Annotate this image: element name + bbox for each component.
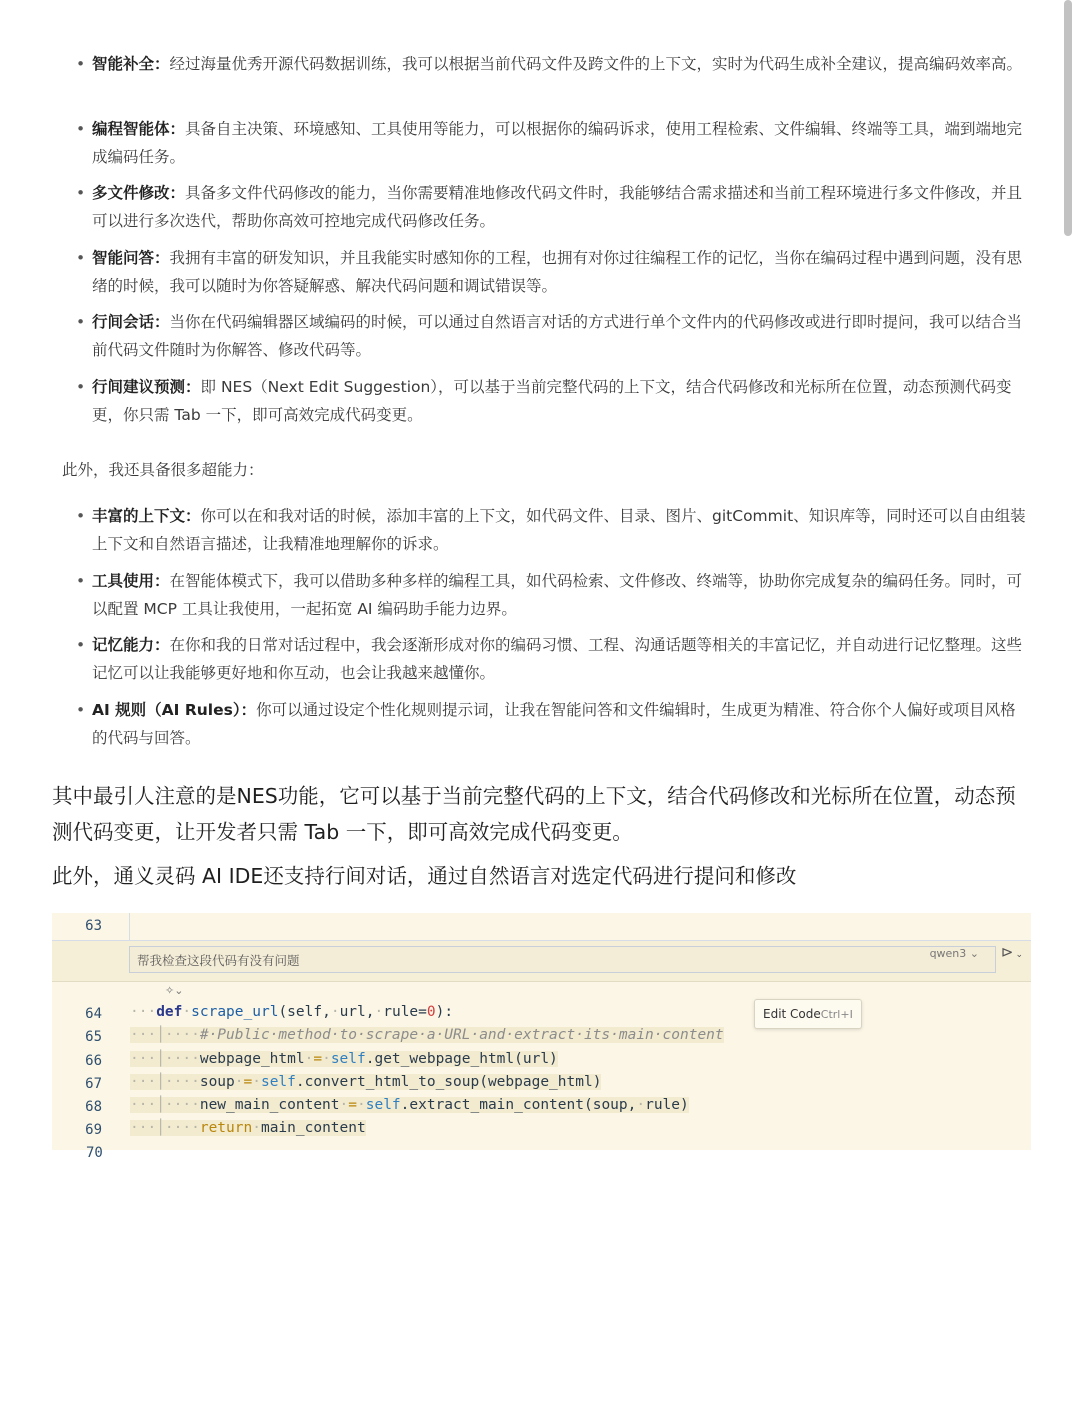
feature-desc: 你可以通过设定个性化规则提示词，让我在智能问答和文件编辑时，生成更为精准、符合你个人偏好或项目风格的代码与回答。 — [92, 700, 1016, 747]
edit-code-tooltip[interactable] — [754, 999, 862, 1029]
gutter-divider — [129, 913, 130, 940]
scrollbar-thumb[interactable] — [1064, 0, 1072, 236]
code-text: ···│····soup·=·self.convert_html_to_soup(webpage_html) — [130, 1073, 602, 1090]
code-line — [52, 1050, 1031, 1073]
feature-desc: 我拥有丰富的研发知识，并且我能实时感知你的工程，也拥有对你过往编程工作的记忆，当你在编码过程中遇到问题，没有思绪的时候，我可以随时为你答疑解惑、解决代码问题和调试错误等。 — [92, 248, 1023, 295]
line-number: 65 — [85, 1029, 102, 1046]
list-item — [76, 502, 1026, 567]
also-line: 此外，我还具备很多超能力： — [62, 461, 264, 479]
list-item — [76, 244, 1026, 309]
feature-desc: 具备多文件代码修改的能力，当你需要精准地修改代码文件时，我能够结合需求描述和当前工程环境进行多文件修改，并且可以进行多次迭代，帮助你高效可控地完成代码修改任务。 — [92, 184, 1023, 230]
inline-chat-bar — [52, 941, 1031, 982]
feature-desc: 在你和我的日常对话过程中，我会逐渐形成对你的编码习惯、工程、沟通话题等相关的丰富记忆，并自动进行记忆整理。这些记忆可以让我能够更好地和你互动，也会让我越来越懂你。 — [92, 636, 1023, 682]
feature-sep: ： — [154, 636, 170, 654]
bullet-icon: • — [76, 700, 86, 719]
model-select[interactable]: qwen3 ⌄ — [929, 947, 979, 960]
code-text: ···│····new_main_content·=·self.extract_main_content(soup,·rule) — [130, 1097, 689, 1114]
feature-term: AI 规则（AI Rules） — [92, 700, 241, 719]
send-button[interactable] — [1001, 943, 1023, 961]
code-text: ···│····return·main_content — [130, 1120, 366, 1137]
code-area[interactable] — [52, 1003, 1031, 1143]
feature-desc: 具备自主决策、环境感知、工具使用等能力，可以根据你的编码诉求，使用工程检索、文件编辑、终端等工具，端到端地完成编码任务。 — [92, 119, 1023, 166]
feature-term: 工具使用 — [92, 571, 155, 590]
inline-chat-input[interactable] — [129, 946, 996, 973]
feature-sep: ： — [154, 571, 170, 590]
list-item — [76, 631, 1026, 696]
feature-list-top — [76, 50, 1026, 437]
feature-term: 编程智能体 — [92, 119, 170, 138]
feature-sep: ： — [154, 313, 170, 331]
paragraph-inline-chat: 此外，通义灵码 AI IDE还支持行间对话，通过自然语言对选定代码进行提问和修改 — [52, 864, 797, 888]
feature-term: 多文件修改 — [92, 184, 170, 202]
bullet-icon: • — [76, 636, 86, 654]
tooltip-shortcut: Ctrl+I — [820, 1008, 853, 1021]
feature-desc: 当你在代码编辑器区域编码的时候，可以通过自然语言对话的方式进行单个文件内的代码修改或进行即时提问，我可以结合当前代码文件随时为你解答、修改代码等。 — [92, 313, 1023, 359]
line-number: 69 — [85, 1122, 102, 1139]
scrollbar-track[interactable] — [1060, 0, 1080, 1413]
bullet-icon: • — [76, 119, 86, 138]
bullet-icon: • — [76, 313, 86, 331]
feature-sep: ： — [154, 55, 170, 73]
bullet-icon: • — [76, 571, 86, 590]
bullet-icon: • — [76, 184, 86, 202]
list-item — [76, 567, 1026, 632]
line-number: 64 — [85, 1006, 102, 1022]
code-line — [52, 1096, 1031, 1119]
code-editor-panel[interactable] — [52, 913, 1031, 1161]
feature-sep: ： — [240, 700, 257, 719]
feature-desc: 即 NES（Next Edit Suggestion），可以基于当前完整代码的上下文，结合代码修改和光标所在位置，动态预测代码变更，你只需 Tab 一下，即可高效完成代码变更。 — [92, 377, 1012, 424]
feature-desc: 在智能体模式下，我可以借助多种多样的编程工具，如代码检索、文件修改、终端等，协助你完成复杂的编码任务。同时，可以配置 MCP 工具让我使用，一起拓宽 AI 编码助手能力边界。 — [92, 571, 1023, 618]
list-item — [76, 373, 1026, 438]
feature-term: 行间建议预测 — [92, 377, 186, 396]
list-item — [76, 179, 1026, 244]
feature-desc: 你可以在和我对话的时候，添加丰富的上下文，如代码文件、目录、图片、gitCommit、知识库等，同时还可以自由组装上下文和自然语言描述，让我精准地理解你的诉求。 — [92, 507, 1026, 553]
feature-term: 智能问答 — [92, 248, 155, 267]
paragraph-nes: 其中最引人注意的是NES功能，它可以基于当前完整代码的上下文，结合代码修改和光标所在位置，动态预测代码变更，让开发者只需 Tab 一下，即可高效完成代码变更。 — [52, 784, 1016, 844]
feature-sep: ： — [185, 507, 201, 525]
list-item — [76, 50, 1026, 115]
code-text: ···│····webpage_html·=·self.get_webpage_html(url) — [130, 1050, 558, 1067]
feature-term: 丰富的上下文 — [92, 507, 186, 525]
feature-sep: ： — [169, 119, 186, 138]
bullet-icon: • — [76, 507, 86, 525]
code-line — [52, 1073, 1031, 1096]
line-number: 68 — [85, 1099, 102, 1116]
list-item — [76, 115, 1026, 180]
feature-sep: ： — [154, 248, 170, 267]
send-icon: ⊳ — [1000, 943, 1014, 961]
feature-sep: ： — [169, 184, 186, 202]
chevron-down-icon[interactable]: ⌄ — [1015, 950, 1023, 960]
code-line — [52, 1026, 1031, 1049]
line-number: 66 — [85, 1052, 102, 1069]
code-text: ···│····#·Public·method·to·scrape·a·URL·and·extract·its·main·content — [130, 1027, 724, 1044]
feature-term: 记忆能力 — [92, 636, 155, 654]
feature-term: 智能补全 — [92, 55, 155, 73]
code-line — [52, 1003, 1031, 1026]
feature-sep: ： — [185, 377, 201, 396]
feature-desc: 经过海量优秀开源代码数据训练，我可以根据当前代码文件及跨文件的上下文，实时为代码生成补全建议，提高编码效率高。 — [169, 55, 1023, 73]
tooltip-label: Edit Code — [763, 1007, 821, 1021]
bullet-icon: • — [76, 55, 86, 73]
bullet-icon: • — [76, 248, 86, 267]
feature-term: 行间会话 — [92, 313, 155, 331]
code-line — [52, 1119, 1031, 1142]
editor-line-63 — [52, 913, 1031, 941]
code-text: ···def·scrape_url(self,·url,·rule=0): — [130, 1004, 454, 1020]
inline-chat-placeholder: 帮我检查这段代码有没有问题 — [137, 953, 300, 968]
line-number-partial: 70 — [86, 1145, 103, 1161]
line-number: 63 — [85, 918, 102, 934]
feature-list-bottom — [76, 502, 1026, 760]
line-number: 67 — [85, 1075, 102, 1092]
bullet-icon: • — [76, 377, 86, 396]
ai-assistant-icon[interactable]: ✧⌄ — [165, 984, 184, 997]
list-item — [76, 696, 1026, 761]
list-item — [76, 308, 1026, 373]
